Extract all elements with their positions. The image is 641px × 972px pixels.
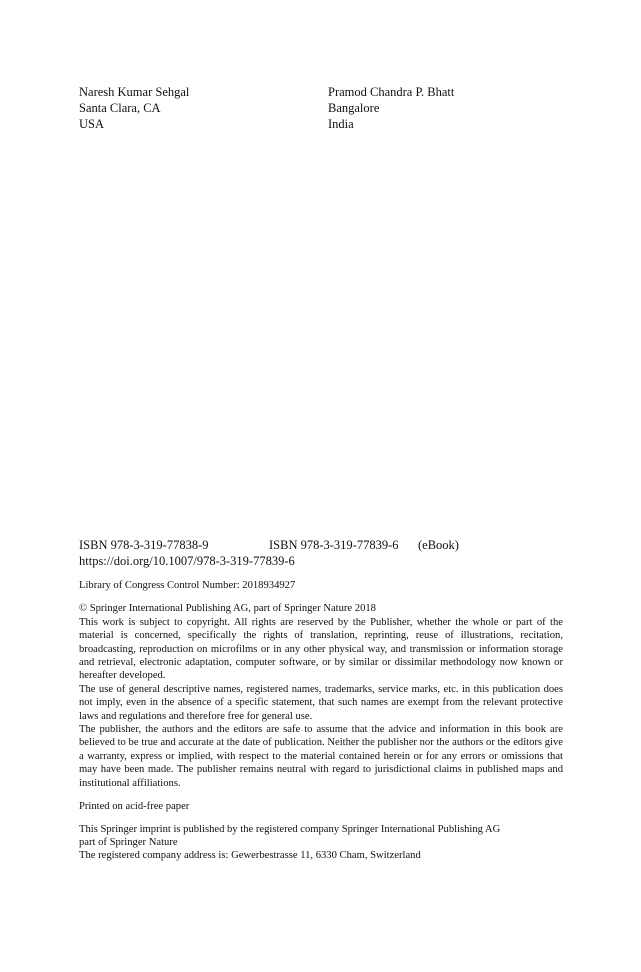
author-2 bbox=[328, 84, 454, 132]
company-address: The registered company address is: Gewerbestrasse 11, 6330 Cham, Switzerland bbox=[79, 850, 421, 862]
rights-paragraph-3: The publisher, the authors and the editors are safe to assume that the advice and information in this book are believed to be true and accurate at the date of publication. Neither the publisher nor the authors or the editors give a warranty, express or implied, with respect to the material contained herein or for any errors or omissions that may have been made. The publisher remains neutral with regard to jurisdictional claims in published maps and institutional affiliations. bbox=[79, 724, 563, 789]
author-city: Santa Clara, CA bbox=[79, 101, 161, 115]
author-country: India bbox=[328, 117, 354, 131]
isbn-print: ISBN 978-3-319-77838-9 bbox=[79, 538, 209, 552]
ebook-label: (eBook) bbox=[418, 538, 459, 552]
imprint-line-1: This Springer imprint is published by the registered company Springer International Publishing AG bbox=[79, 823, 501, 835]
acid-free-paper-note: Printed on acid-free paper bbox=[79, 801, 190, 813]
loc-control-number: Library of Congress Control Number: 2018934927 bbox=[79, 580, 296, 591]
author-name: Pramod Chandra P. Bhatt bbox=[328, 85, 455, 99]
author-city: Bangalore bbox=[328, 101, 380, 115]
imprint-block bbox=[79, 537, 563, 863]
doi-link[interactable]: https://doi.org/10.1007/978-3-319-77839-6 bbox=[79, 554, 295, 568]
author-1 bbox=[79, 84, 189, 132]
rights-paragraph-1: This work is subject to copyright. All rights are reserved by the Publisher, whether the whole or part of the material is concerned, specifically the rights of translation, reprinting, reuse of illustrations, recitation, broadcasting, reproduction on microfilms or in any other physical way, and transmission or information storage and retrieval, electronic adaptation, computer software, or by similar or dissimilar methodology now known or hereafter developed. bbox=[79, 616, 563, 682]
author-name: Naresh Kumar Sehgal bbox=[79, 85, 190, 99]
rights-paragraph-2: The use of general descriptive names, registered names, trademarks, service marks, etc. in this publication does not imply, even in the absence of a specific statement, that such names are exempt from the relevant protective laws and regulations and therefore free for general use. bbox=[79, 683, 563, 722]
isbn-line bbox=[79, 537, 563, 553]
author-country: USA bbox=[79, 117, 105, 131]
copyright-line: © Springer International Publishing AG, part of Springer Nature 2018 bbox=[79, 603, 376, 615]
imprint-line-2: part of Springer Nature bbox=[79, 836, 178, 848]
isbn-ebook: ISBN 978-3-319-77839-6 bbox=[269, 538, 399, 552]
